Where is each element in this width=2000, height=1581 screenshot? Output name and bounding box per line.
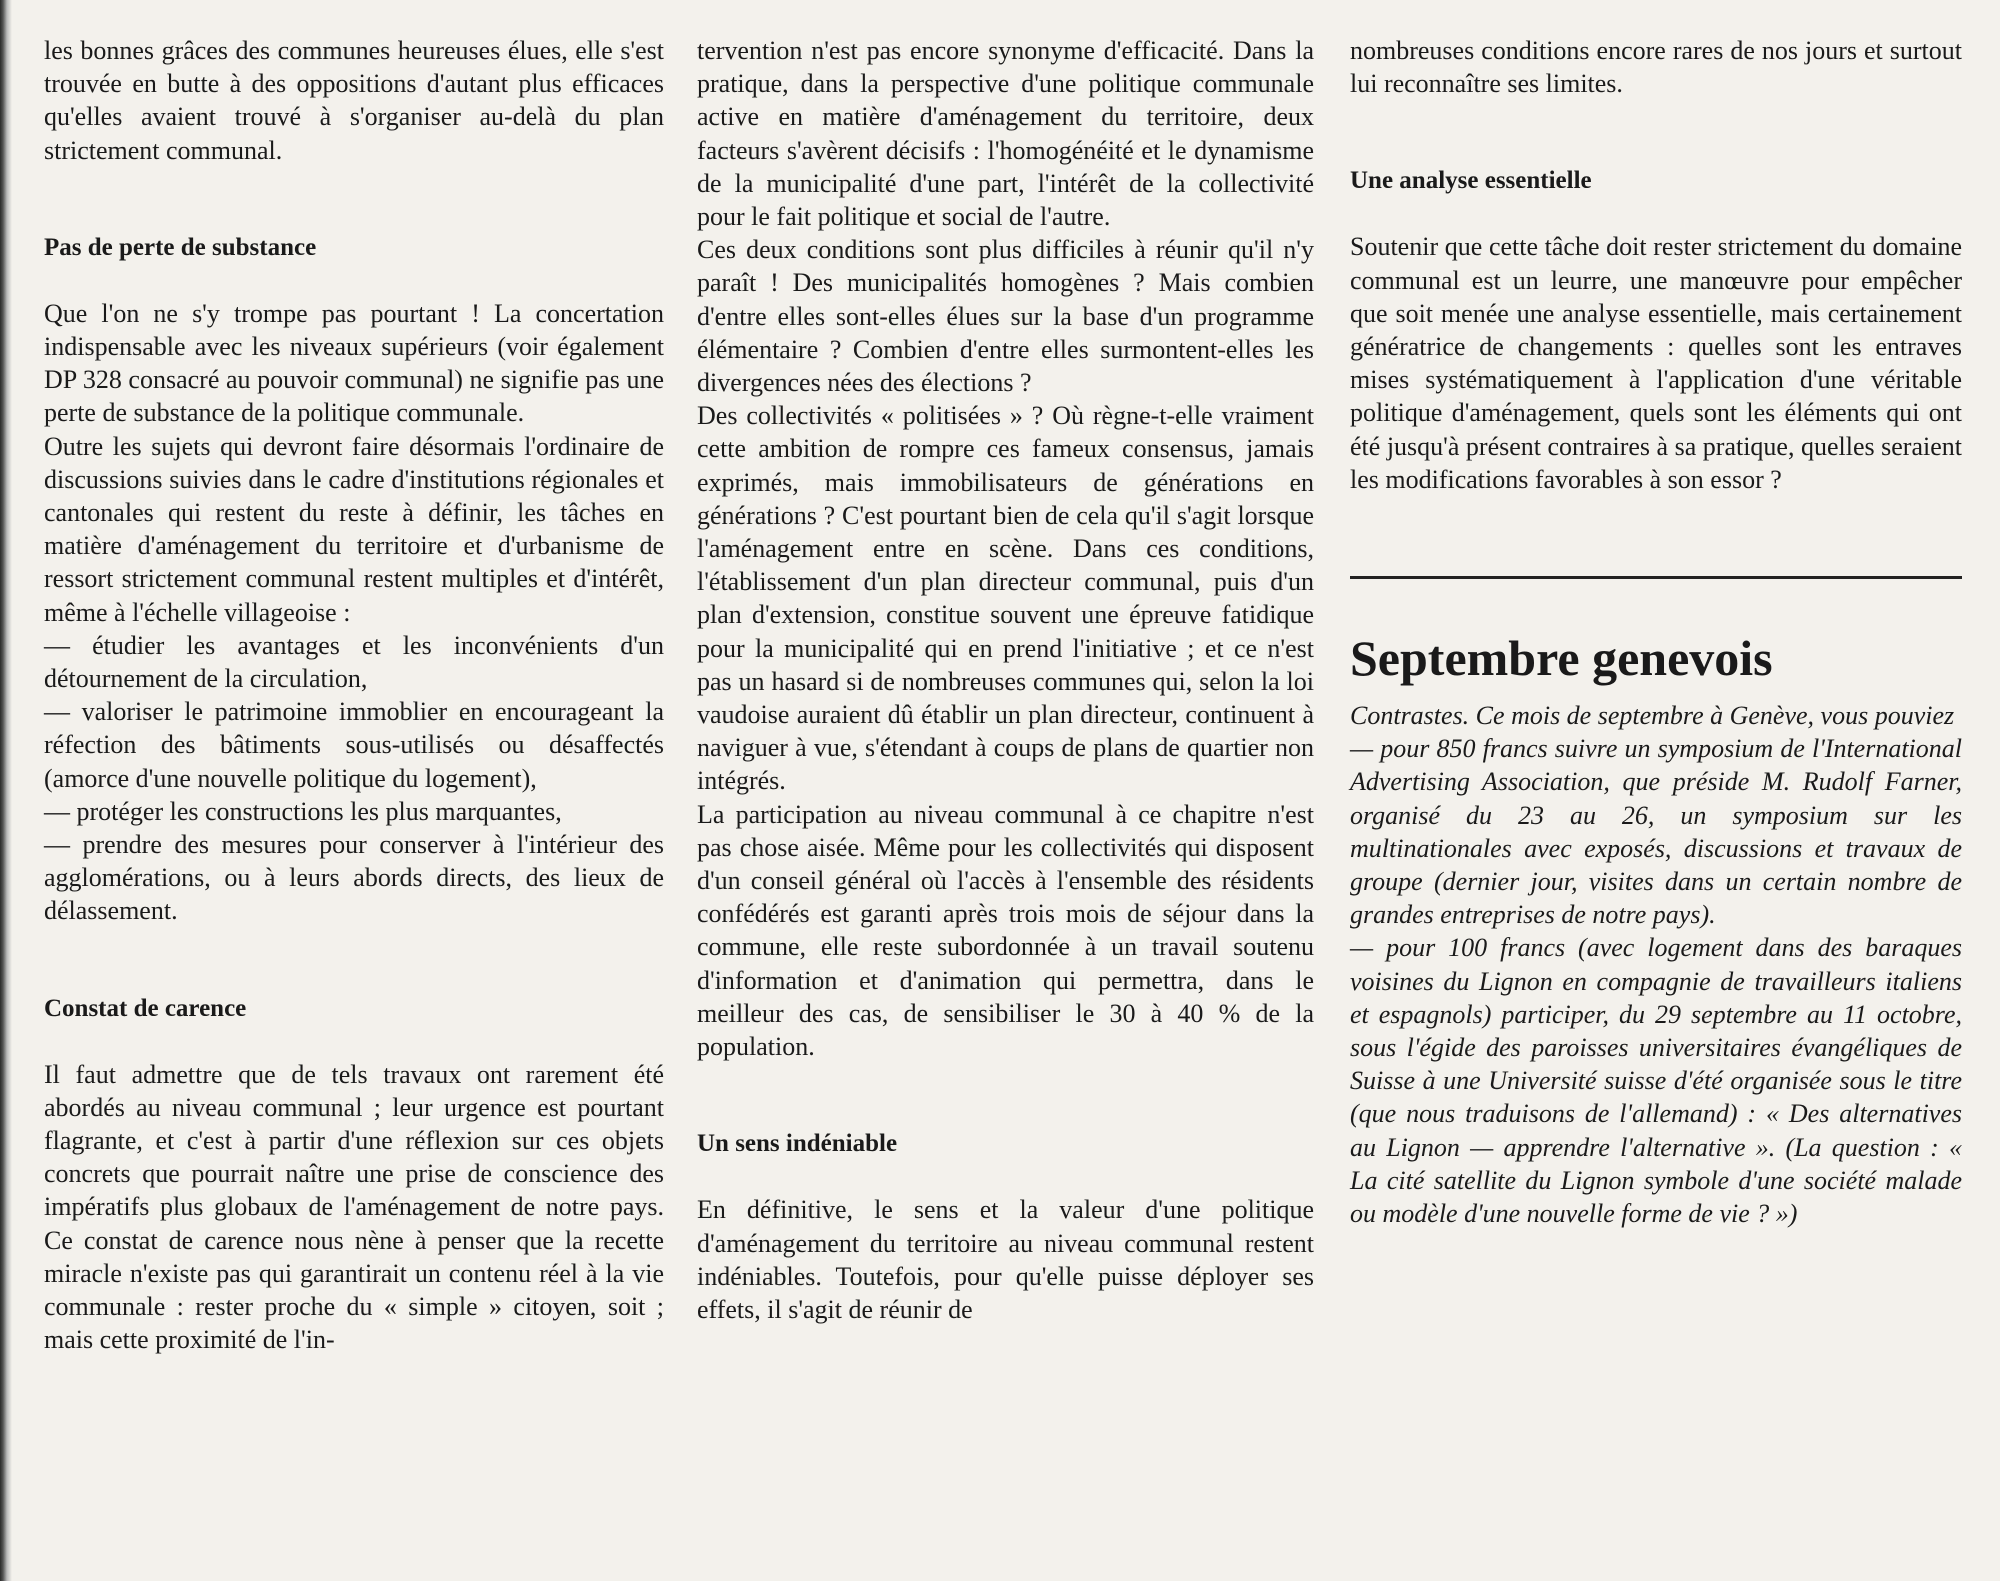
article-title: Septembre genevois — [1350, 630, 1773, 687]
heading-un-sens-indeniable: Un sens indéniable — [697, 1130, 898, 1158]
article-body — [1350, 699, 1962, 1230]
col1-paragraph-3: Il faut admettre que de tels travaux ont rarement été abordés au niveau communal ; leur urgence est pourtant flagrante, et c'est à partir d'une réflexion sur ces objets concrets que pourrait naître une prise de conscience des impératifs plus globaux de l'aménagement de notre pays. Ce constat de carence nous nène à penser que la recette miracle n'existe pas qui garantirait un contenu réel à la vie communale : rester proche du « simple » citoyen, soit ; mais cette proximité de l'in- — [44, 1059, 664, 1355]
col1-list-item-2: — valoriser le patrimoine immoblier en encourageant la réfection des bâtiments sous-utilisés ou désaffectés (amorce d'une nouvelle politique du logement), — [44, 697, 664, 793]
col2-paragraph-2: Ces deux conditions sont plus difficiles à réunir qu'il n'y paraît ! Des municipalités homogènes ? Mais combien d'entre elles sont-elles élues sur la base d'un programme élémentaire ? Combien d'entre elles surmontent-elles les divergences nées des élections ? — [697, 235, 1314, 398]
article-paragraph-2: — pour 850 francs suivre un symposium de l'International Advertising Association, que préside M. Rudolf Farner, organisé du 23 au 26, un symposium sur les multinationales avec exposés, discussions et travaux de groupe (dernier jour, visites dans un certain nombre de grandes entreprises de notre pays). — [1350, 734, 1962, 930]
col1-list-item-3: — protéger les constructions les plus marquantes, — [44, 796, 562, 826]
column-3 — [1350, 34, 1962, 1230]
section-divider — [1350, 576, 1962, 579]
heading-une-analyse-essentielle: Une analyse essentielle — [1350, 167, 1592, 195]
col1-paragraph-1: Que l'on ne s'y trompe pas pourtant ! La concertation indispensable avec les niveaux supérieurs (voir également DP 328 consacré au pouvoir communal) ne signifie pas une perte de substance de la politique communale. — [44, 298, 664, 428]
col2-paragraph-3: Des collectivités « politisées » ? Où règne-t-elle vraiment cette ambition de rompre ces fameux consensus, jamais exprimés, mais immobilisateurs de générations en générations ? C'est pourtant bien de cela qu'il s'agit lorsque l'aménagement entre en scène. Dans ces conditions, l'établissement d'un plan directeur communal, puis d'un plan d'extension, constitue souvent une épreuve fatidique pour la municipalité qui en prend l'initiative ; et ce n'est pas un hasard si de nombreuses communes qui, selon la loi vaudoise auraient dû établir un plan directeur, continuent à naviguer à vue, s'étendant à coups de plans de quartier non intégrés. — [697, 401, 1314, 796]
col2-paragraph-5: En définitive, le sens et la valeur d'une politique d'aménagement du territoire au niveau communal restent indéniables. Toutefois, pour qu'elle puisse déployer ses effets, il s'agit de réunir de — [697, 1195, 1314, 1324]
col3-paragraph-2: Soutenir que cette tâche doit rester strictement du domaine communal est un leurre, une manœuvre pour empêcher que soit menée une analyse essentielle, mais certainement génératrice de changements : quelles sont les entraves mises systématiquement à l'application d'une véritable politique d'aménagement, quels sont les éléments qui ont été jusqu'à présent contraires à sa pratique, quelles seraient les modifications favorables à son essor ? — [1350, 232, 1962, 494]
article-paragraph-1: Contrastes. Ce mois de septembre à Genève, vous pouviez — [1350, 701, 1955, 731]
column-1 — [44, 34, 664, 1357]
heading-pas-de-perte: Pas de perte de substance — [44, 233, 317, 261]
col3-paragraph-1: nombreuses conditions encore rares de nos jours et surtout lui reconnaître ses limites. — [1350, 36, 1962, 99]
col1-intro-paragraph: les bonnes grâces des communes heureuses élues, elle s'est trouvée en butte à des oppositions d'autant plus efficaces qu'elles avaient trouvé à s'organiser au-delà du plan strictement communal. — [44, 36, 664, 165]
col2-paragraph-1: tervention n'est pas encore synonyme d'efficacité. Dans la pratique, dans la perspective d'une politique communale active en matière d'aménagement du territoire, deux facteurs s'avèrent décisifs : l'homogénéité et le dynamisme de la municipalité d'une part, l'intérêt de la collectivité pour le fait politique et social de l'autre. — [697, 36, 1314, 232]
heading-constat-de-carence: Constat de carence — [44, 994, 247, 1022]
article-paragraph-3: — pour 100 francs (avec logement dans des baraques voisines du Lignon en compagnie de travailleurs italiens et espagnols) participer, du 29 septembre au 11 octobre, sous l'égide des paroisses universitaires évangéliques de Suisse à une Université suisse d'été organisée sous le titre (que nous traduisons de l'allemand) : « Des alternatives au Lignon — apprendre l'alternative ». (La question : « La cité satellite du Lignon symbole d'une société malade ou modèle d'une nouvelle forme de vie ? ») — [1350, 933, 1962, 1229]
col1-list-item-1: — étudier les avantages et les inconvénients d'un détournement de la circulation, — [44, 630, 664, 694]
col1-paragraph-2: Outre les sujets qui devront faire désormais l'ordinaire de discussions suivies dans le cadre d'institutions régionales et cantonales qui restent du reste à définir, les tâches en matière d'aménagement du territoire et d'urbanisme de ressort strictement communal restent multiples et d'intérêt, même à l'échelle villageoise : — [44, 431, 664, 627]
column-2 — [697, 34, 1314, 1326]
col2-paragraph-4: La participation au niveau communal à ce chapitre n'est pas chose aisée. Même pour les collectivités qui disposent d'un conseil général où l'accès à l'ensemble des résidents confédérés est garanti après trois mois de séjour dans la commune, elle reste subordonnée à un travail soutenu d'information et d'animation qui permettra, dans le meilleur des cas, de sensibiliser le 30 à 40 % de la population. — [697, 799, 1314, 1062]
page-binding-edge — [0, 0, 12, 1581]
col1-list-item-4: — prendre des mesures pour conserver à l'intérieur des agglomérations, ou à leurs abords directs, des lieux de délassement. — [44, 830, 664, 926]
